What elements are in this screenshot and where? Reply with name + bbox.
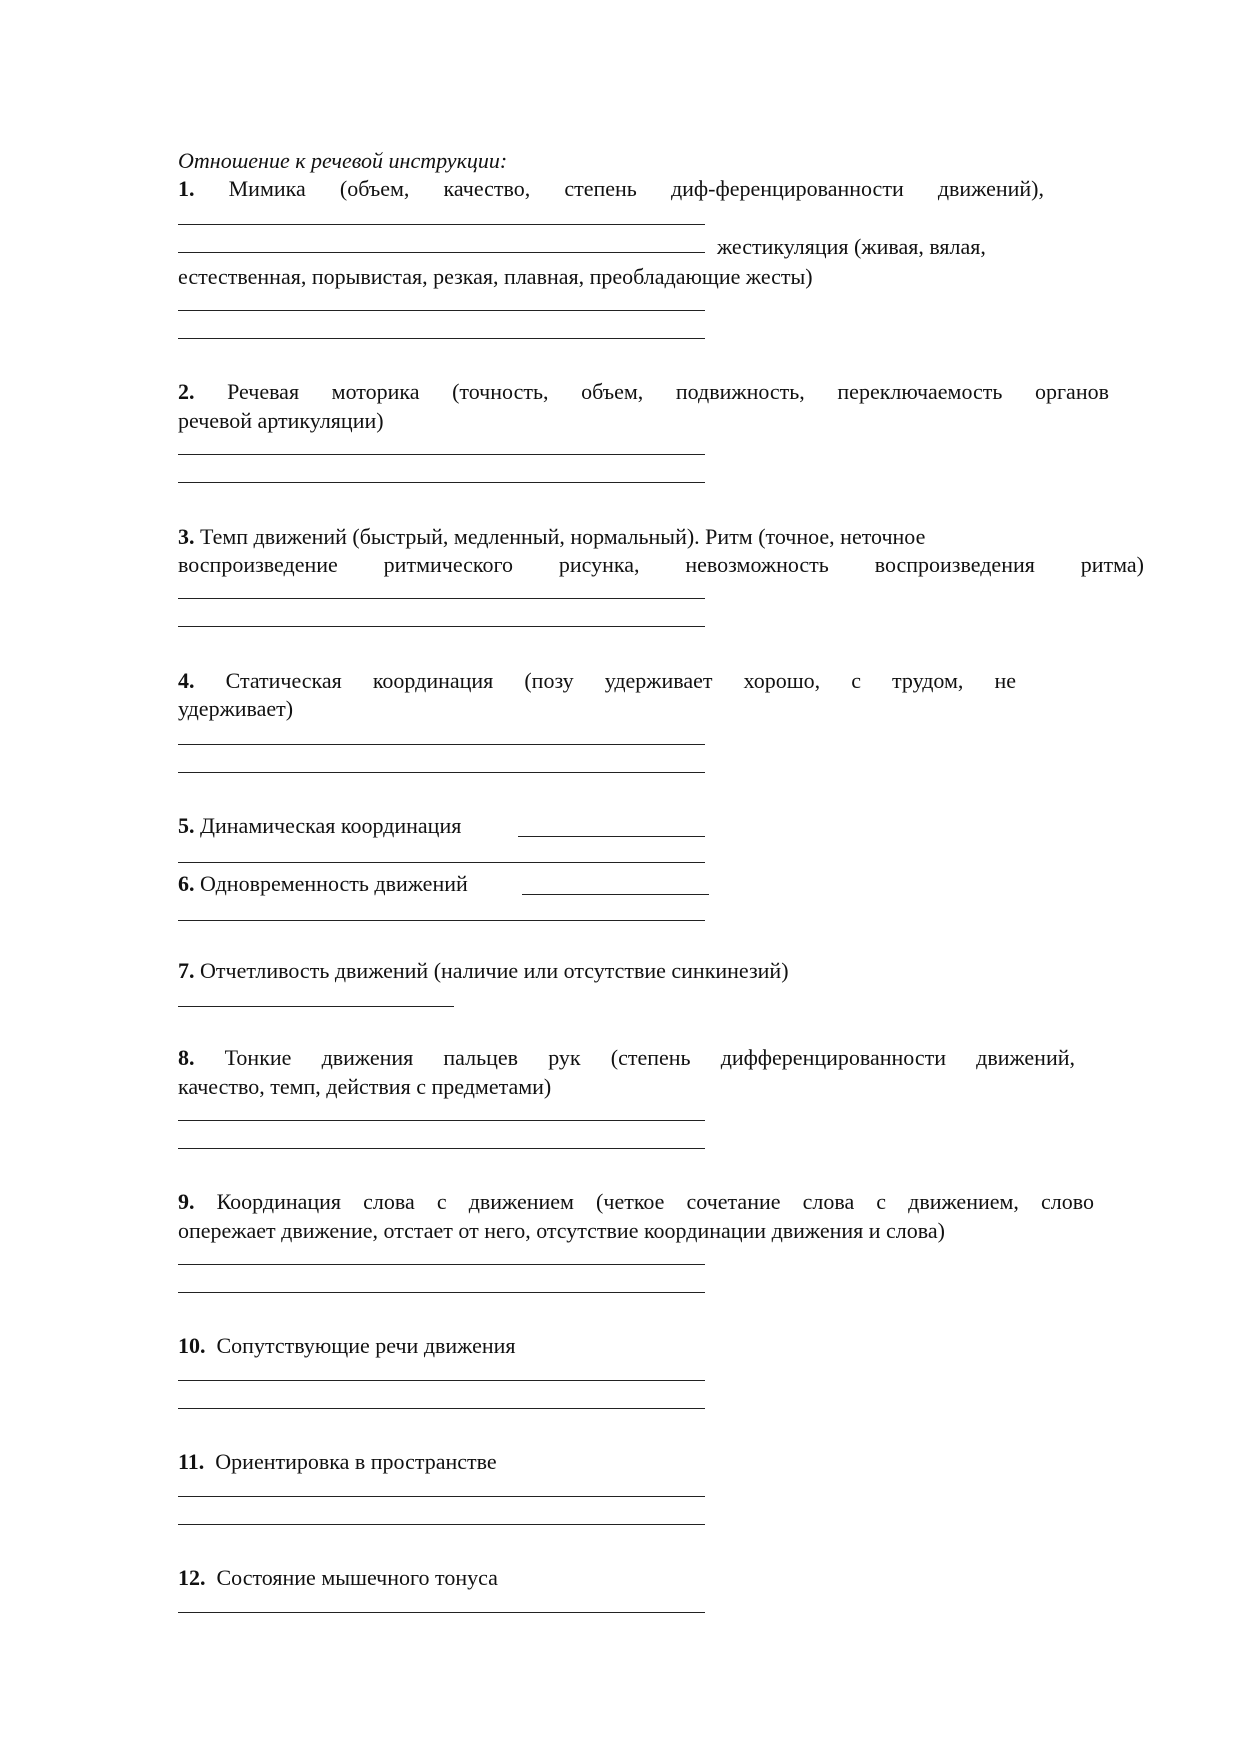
answer-line[interactable] — [178, 224, 705, 225]
item-text: Динамическая координация — [200, 813, 462, 838]
answer-line[interactable] — [178, 1496, 705, 1497]
item-number: 7. — [178, 958, 195, 983]
item-number: 5. — [178, 813, 195, 838]
answer-line[interactable] — [178, 1524, 705, 1525]
intro-heading: Отношение к речевой инструкции: — [178, 148, 508, 173]
item-number: 9. — [178, 1189, 195, 1214]
item-number: 10. — [178, 1333, 206, 1358]
item-number: 2. — [178, 379, 195, 404]
item-3-line-1 — [178, 526, 925, 548]
answer-line[interactable] — [178, 772, 705, 773]
item-6-line — [178, 873, 468, 895]
item-text: Состояние мышечного тонуса — [216, 1565, 498, 1590]
answer-line[interactable] — [178, 1292, 705, 1293]
answer-line[interactable] — [178, 1006, 454, 1007]
item-text: Мимика (объем, качество, степень диф-ференцированности движений), — [228, 176, 1044, 201]
answer-line[interactable] — [178, 626, 705, 627]
item-text: Речевая моторика (точность, объем, подвижность, переключаемость органов — [227, 379, 1109, 404]
answer-line[interactable] — [518, 836, 705, 837]
answer-line[interactable] — [178, 1120, 705, 1121]
item-text: Сопутствующие речи движения — [216, 1333, 516, 1358]
item-4-line-1 — [178, 670, 1016, 692]
answer-line[interactable] — [178, 338, 705, 339]
answer-line[interactable] — [178, 598, 705, 599]
item-3-line-2: воспроизведение ритмического рисунка, невозможность воспроизведения ритма) — [178, 552, 1144, 577]
item-5-line — [178, 815, 461, 837]
item-4-line-2: удерживает) — [178, 696, 294, 721]
item-2-line-2: речевой артикуляции) — [178, 408, 384, 433]
answer-line[interactable] — [178, 744, 705, 745]
item-number: 1. — [178, 176, 195, 201]
item-10-line — [178, 1335, 516, 1357]
item-1-line-1 — [178, 178, 1044, 200]
answer-line[interactable] — [522, 894, 709, 895]
item-1-line-3: естественная, порывистая, резкая, плавная, преобладающие жесты) — [178, 264, 813, 289]
item-text: Тонкие движения пальцев рук (степень дифференцированности движений, — [224, 1045, 1075, 1070]
answer-line[interactable] — [178, 1264, 705, 1265]
answer-line[interactable] — [178, 252, 705, 253]
item-text: Отчетливость движений (наличие или отсутствие синкинезий) — [200, 958, 789, 983]
answer-line[interactable] — [178, 1148, 705, 1149]
item-text: Одновременность движений — [200, 871, 468, 896]
item-number: 8. — [178, 1045, 195, 1070]
item-12-line — [178, 1567, 498, 1589]
item-text: Координация слова с движением (четкое сочетание слова с движением, слово — [216, 1189, 1094, 1214]
item-1-line-2: жестикуляция (живая, вялая, — [717, 234, 986, 259]
item-text: Ориентировка в пространстве — [215, 1449, 497, 1474]
answer-line[interactable] — [178, 482, 705, 483]
item-9-line-2: опережает движение, отстает от него, отсутствие координации движения и слова) — [178, 1218, 945, 1243]
item-number: 3. — [178, 524, 195, 549]
item-8-line-1 — [178, 1047, 1075, 1069]
answer-line[interactable] — [178, 920, 705, 921]
answer-line[interactable] — [178, 1380, 705, 1381]
item-text: Статическая координация (позу удерживает хорошо, с трудом, не — [225, 668, 1017, 693]
item-11-line — [178, 1451, 497, 1473]
answer-line[interactable] — [178, 862, 705, 863]
answer-line[interactable] — [178, 1408, 705, 1409]
answer-line[interactable] — [178, 310, 705, 311]
item-number: 12. — [178, 1565, 206, 1590]
item-2-line-1 — [178, 381, 1109, 403]
item-number: 4. — [178, 668, 195, 693]
item-9-line-1 — [178, 1191, 1094, 1213]
item-number: 11. — [178, 1449, 205, 1474]
item-number: 6. — [178, 871, 195, 896]
item-8-line-2: качество, темп, действия с предметами) — [178, 1074, 552, 1099]
answer-line[interactable] — [178, 1612, 705, 1613]
answer-line[interactable] — [178, 454, 705, 455]
item-7-line — [178, 960, 789, 982]
item-text: Темп движений (быстрый, медленный, нормальный). Ритм (точное, неточное — [200, 524, 926, 549]
